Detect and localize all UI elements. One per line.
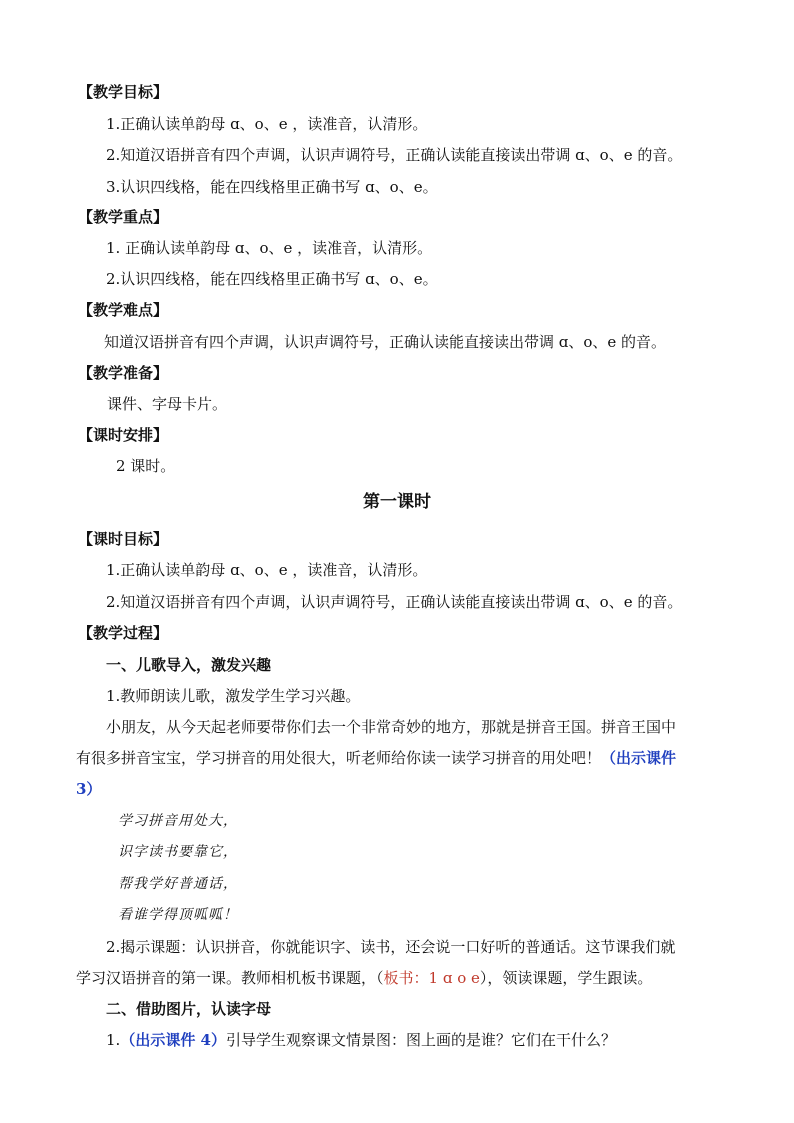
- part1-step: 1.教师朗读儿歌，激发学生学习兴趣。: [106, 687, 361, 705]
- difficulty-heading: 【教学难点】: [78, 301, 169, 319]
- topic-text: 学习汉语拼音的第一课。教师相机板书课题，（: [76, 969, 384, 987]
- blackboard-note: 板书：1 ɑ o e: [383, 969, 480, 987]
- key-point-item: 2.认识四线格，能在四线格里正确书写 ɑ、o、e。: [106, 270, 438, 288]
- poem-line: 帮我学好普通话，: [118, 876, 238, 892]
- objective-item: 1.正确认读单韵母 ɑ、o、e ，读准音，认清形。: [106, 115, 428, 133]
- step-text: 引导学生观察课文情景图：图上画的是谁？它们在干什么？: [225, 1031, 616, 1049]
- prep-text: 课件、字母卡片。: [107, 395, 228, 413]
- poem-line: 识字读书要靠它，: [118, 844, 238, 860]
- topic-text-end: ），领读课题，学生跟读。: [479, 969, 653, 987]
- schedule-heading: 【课时安排】: [78, 426, 169, 444]
- objectives-heading: 【教学目标】: [78, 83, 169, 101]
- prep-heading: 【教学准备】: [78, 364, 169, 382]
- step-number: 1.: [106, 1031, 121, 1049]
- part1-topic-cont: [76, 968, 652, 988]
- poem-line: 看谁学得顶呱呱！: [118, 907, 238, 923]
- lesson-goal-item: 1.正确认读单韵母 ɑ、o、e ，读准音，认清形。: [106, 561, 428, 579]
- process-heading: 【教学过程】: [78, 624, 169, 642]
- lesson-title: 第一课时: [363, 492, 431, 512]
- part1-heading: 一、儿歌导入，激发兴趣: [106, 656, 272, 674]
- part1-topic: 2.揭示课题：认识拼音，你就能识字、读书，还会说一口好听的普通话。这节课我们就: [106, 938, 676, 956]
- objective-item: 3.认识四线格，能在四线格里正确书写 ɑ、o、e。: [106, 178, 438, 196]
- poem-line: 学习拼音用处大，: [118, 813, 238, 829]
- courseware-note: （出示课件 4）: [120, 1031, 226, 1049]
- courseware-note-cont: 3）: [76, 780, 102, 798]
- schedule-text: 2 课时。: [116, 457, 176, 475]
- lesson-goals-heading: 【课时目标】: [78, 530, 169, 548]
- part1-paragraph: 小朋友，从今天起老师要带你们去一个非常奇妙的地方，那就是拼音王国。拼音王国中: [106, 718, 677, 736]
- key-points-heading: 【教学重点】: [78, 208, 169, 226]
- objective-item: 2.知道汉语拼音有四个声调，认识声调符号，正确认读能直接读出带调 ɑ、o、e 的音。: [106, 146, 683, 164]
- lesson-goal-item: 2.知道汉语拼音有四个声调，认识声调符号，正确认读能直接读出带调 ɑ、o、e 的音。: [106, 593, 683, 611]
- difficulty-text: 知道汉语拼音有四个声调，认识声调符号，正确认读能直接读出带调 ɑ、o、e 的音。: [104, 333, 667, 351]
- part1-paragraph-text: 有很多拼音宝宝，学习拼音的用处很大，听老师给你读一读学习拼音的用处吧！: [76, 749, 602, 767]
- part1-paragraph-cont: [76, 748, 676, 768]
- part2-step: [106, 1030, 616, 1050]
- part2-heading: 二、借助图片，认读字母: [106, 1000, 272, 1018]
- courseware-note: （出示课件: [601, 749, 677, 767]
- key-point-item: 1. 正确认读单韵母 ɑ、o、e ，读准音，认清形。: [106, 239, 433, 257]
